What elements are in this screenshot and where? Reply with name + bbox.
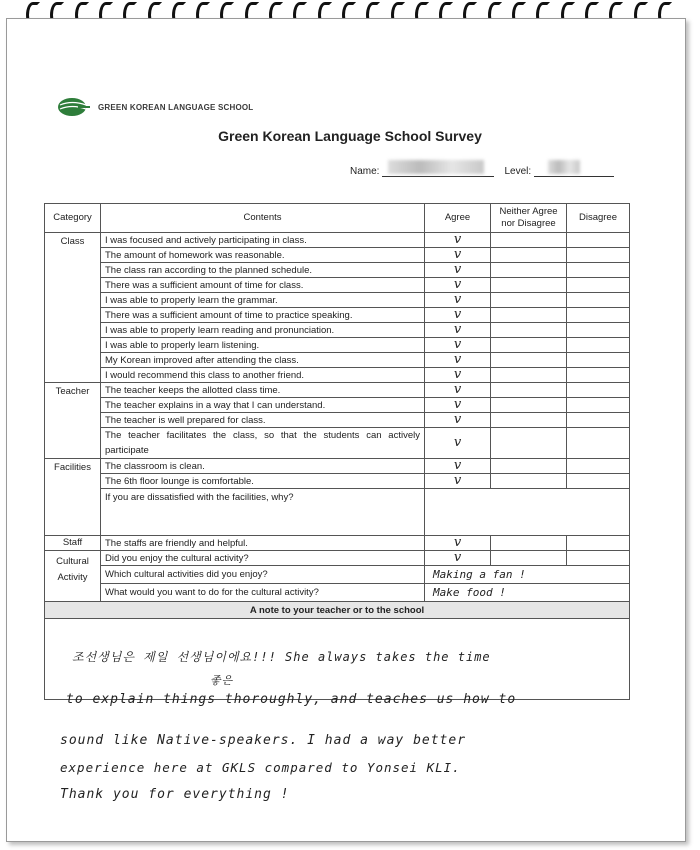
disagree-cell[interactable]	[567, 308, 630, 323]
survey-item: What would you want to do for the cultural activity?	[101, 584, 425, 602]
neither-cell[interactable]	[491, 353, 567, 368]
header-agree: Agree	[425, 204, 491, 233]
name-field[interactable]	[382, 164, 494, 177]
neither-cell[interactable]	[491, 474, 567, 489]
school-logo	[56, 96, 253, 118]
neither-cell[interactable]	[491, 551, 567, 566]
neither-cell[interactable]	[491, 368, 567, 383]
survey-item: I was able to properly learn reading and pronunciation.	[101, 323, 425, 338]
survey-item: The 6th floor lounge is comfortable.	[101, 474, 425, 489]
disagree-cell[interactable]	[567, 551, 630, 566]
category-teacher: Teacher	[45, 383, 101, 459]
neither-cell[interactable]	[491, 233, 567, 248]
neither-cell[interactable]	[491, 338, 567, 353]
disagree-cell[interactable]	[567, 428, 630, 459]
neither-cell[interactable]	[491, 248, 567, 263]
disagree-cell[interactable]	[567, 353, 630, 368]
survey-item: The teacher explains in a way that I can understand.	[101, 398, 425, 413]
category-cultural: Cultural Activity	[45, 551, 101, 602]
agree-mark[interactable]: v	[425, 383, 491, 398]
disagree-cell[interactable]	[567, 413, 630, 428]
survey-item: I was able to properly learn the grammar.	[101, 293, 425, 308]
logo-text: GREEN KOREAN LANGUAGE SCHOOL	[98, 102, 254, 112]
agree-mark[interactable]: v	[425, 278, 491, 293]
name-label: Name:	[350, 166, 380, 177]
agree-mark[interactable]: v	[425, 338, 491, 353]
disagree-cell[interactable]	[567, 338, 630, 353]
disagree-cell[interactable]	[567, 536, 630, 551]
agree-mark[interactable]: v	[425, 293, 491, 308]
level-field[interactable]	[534, 164, 614, 177]
neither-cell[interactable]	[491, 413, 567, 428]
survey-item: If you are dissatisfied with the facilities, why?	[101, 489, 425, 536]
agree-mark[interactable]: v	[425, 263, 491, 278]
neither-cell[interactable]	[491, 278, 567, 293]
category-facilities: Facilities	[45, 459, 101, 536]
category-staff: Staff	[45, 536, 101, 551]
disagree-cell[interactable]	[567, 278, 630, 293]
agree-mark[interactable]: v	[425, 233, 491, 248]
survey-table	[44, 203, 630, 700]
school-logo-icon	[56, 96, 92, 118]
survey-item: The amount of homework was reasonable.	[101, 248, 425, 263]
header-contents: Contents	[101, 204, 425, 233]
survey-item: My Korean improved after attending the class.	[101, 353, 425, 368]
agree-mark[interactable]: v	[425, 308, 491, 323]
agree-mark[interactable]: v	[425, 474, 491, 489]
neither-cell[interactable]	[491, 383, 567, 398]
disagree-cell[interactable]	[567, 398, 630, 413]
header-category: Category	[45, 204, 101, 233]
survey-item: The teacher keeps the allotted class time.	[101, 383, 425, 398]
neither-cell[interactable]	[491, 323, 567, 338]
agree-mark[interactable]: v	[425, 459, 491, 474]
agree-mark[interactable]: v	[425, 353, 491, 368]
neither-cell[interactable]	[491, 536, 567, 551]
neither-cell[interactable]	[491, 398, 567, 413]
neither-cell[interactable]	[491, 308, 567, 323]
header-disagree: Disagree	[567, 204, 630, 233]
disagree-cell[interactable]	[567, 293, 630, 308]
survey-item: The teacher facilitates the class, so that the students can actively participate	[101, 428, 425, 459]
survey-item: Which cultural activities did you enjoy?	[101, 566, 425, 584]
agree-mark[interactable]: v	[425, 551, 491, 566]
neither-cell[interactable]	[491, 459, 567, 474]
disagree-cell[interactable]	[567, 459, 630, 474]
survey-title: Green Korean Language School Survey	[218, 128, 482, 144]
neither-cell[interactable]	[491, 263, 567, 278]
survey-item: I was focused and actively participating in class.	[101, 233, 425, 248]
note-line: 좋은	[210, 674, 234, 687]
agree-mark[interactable]: v	[425, 323, 491, 338]
disagree-cell[interactable]	[567, 474, 630, 489]
agree-mark[interactable]: v	[425, 413, 491, 428]
note-line: to explain things thoroughly, and teaches us how to	[66, 692, 517, 707]
neither-cell[interactable]	[491, 293, 567, 308]
disagree-cell[interactable]	[567, 368, 630, 383]
survey-item: The teacher is well prepared for class.	[101, 413, 425, 428]
level-label: Level:	[504, 166, 532, 177]
name-level-row	[350, 164, 614, 177]
survey-item: The class ran according to the planned schedule.	[101, 263, 425, 278]
facility-answer-field[interactable]	[425, 489, 630, 536]
survey-item: Did you enjoy the cultural activity?	[101, 551, 425, 566]
survey-item: I was able to properly learn listening.	[101, 338, 425, 353]
disagree-cell[interactable]	[567, 233, 630, 248]
agree-mark[interactable]: v	[425, 248, 491, 263]
note-line: sound like Native-speakers. I had a way better	[60, 733, 467, 748]
disagree-cell[interactable]	[567, 248, 630, 263]
survey-item: There was a sufficient amount of time for class.	[101, 278, 425, 293]
agree-mark[interactable]: v	[425, 368, 491, 383]
note-header: A note to your teacher or to the school	[45, 602, 630, 619]
survey-item: The staffs are friendly and helpful.	[101, 536, 425, 551]
note-line: experience here at GKLS compared to Yonsei KLI.	[60, 760, 461, 775]
cultural-want-answer[interactable]: Make food !	[425, 584, 630, 602]
category-class: Class	[45, 233, 101, 383]
note-line: 조선생님은 제일 선생님이에요!!! She always takes the time	[72, 650, 491, 664]
neither-cell[interactable]	[491, 428, 567, 459]
header-neither: Neither Agree nor Disagree	[491, 204, 567, 233]
disagree-cell[interactable]	[567, 323, 630, 338]
agree-mark[interactable]: v	[425, 398, 491, 413]
agree-mark[interactable]: v	[425, 428, 491, 459]
note-line: Thank you for everything !	[60, 787, 290, 802]
disagree-cell[interactable]	[567, 383, 630, 398]
cultural-enjoyed-answer[interactable]: Making a fan !	[425, 566, 630, 584]
disagree-cell[interactable]	[567, 263, 630, 278]
agree-mark[interactable]: v	[425, 536, 491, 551]
survey-item: There was a sufficient amount of time to practice speaking.	[101, 308, 425, 323]
survey-item: The classroom is clean.	[101, 459, 425, 474]
survey-item: I would recommend this class to another friend.	[101, 368, 425, 383]
